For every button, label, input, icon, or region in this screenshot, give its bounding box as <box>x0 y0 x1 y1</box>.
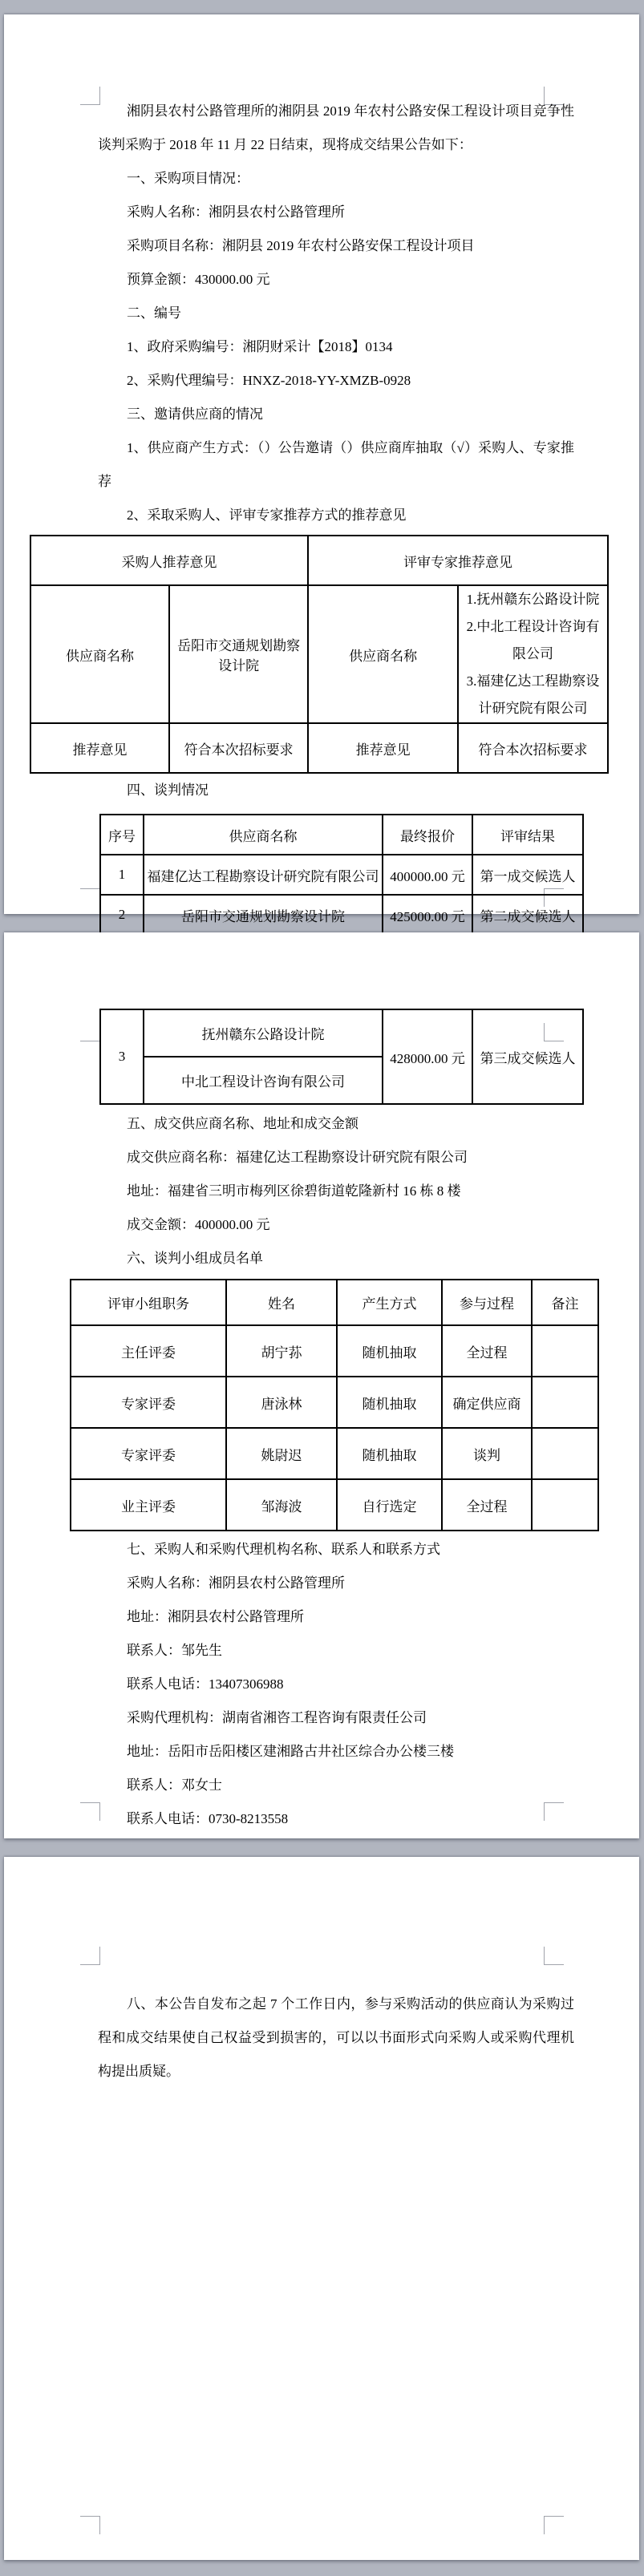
agency-no-line: 2、采购代理编号：HNXZ-2018-YY-XMZB-0928 <box>127 373 411 388</box>
table-header-row <box>100 815 583 855</box>
name-cell: 唐泳林 <box>226 1377 337 1428</box>
supplier-cell: 抚州赣东公路设计院 <box>144 1009 383 1057</box>
role-cell: 业主评委 <box>71 1479 226 1531</box>
price-cell: 428000.00 元 <box>383 1009 472 1104</box>
col-header-process: 参与过程 <box>442 1280 532 1325</box>
method-cell: 随机抽取 <box>337 1325 442 1377</box>
buyer-phone-line: 联系人电话：13407306988 <box>127 1676 284 1692</box>
page-2-content <box>4 932 639 1838</box>
note-cell <box>532 1325 598 1377</box>
col-header-note: 备注 <box>532 1280 598 1325</box>
page-3-content <box>4 1857 639 2560</box>
supplier-cell: 岳阳市交通规划勘察设计院 <box>144 895 383 935</box>
document-page-2 <box>4 932 639 1838</box>
process-cell: 确定供应商 <box>442 1377 532 1428</box>
method-cell: 随机抽取 <box>337 1377 442 1428</box>
role-cell: 专家评委 <box>71 1428 226 1479</box>
section-2-title: 二、编号 <box>127 305 181 321</box>
winner-name-line: 成交供应商名称：福建亿达工程勘察设计研究院有限公司 <box>127 1150 468 1165</box>
col-header-supplier: 供应商名称 <box>144 815 383 855</box>
section-6-title: 六、谈判小组成员名单 <box>127 1251 263 1266</box>
col-header-result: 评审结果 <box>472 815 583 855</box>
table-row <box>71 1325 598 1377</box>
name-cell: 胡宁荪 <box>226 1325 337 1377</box>
supplier-cell: 福建亿达工程勘察设计研究院有限公司 <box>144 855 383 895</box>
negotiation-panel-table <box>70 1279 599 1531</box>
col-header-seq: 序号 <box>100 815 144 855</box>
buyer-supplier-cell: 岳阳市交通规划勘察设计院 <box>169 585 308 723</box>
expert-supplier-item: 3.福建亿达工程勘察设计研究院有限公司 <box>466 673 600 716</box>
price-cell: 400000.00 元 <box>383 855 472 895</box>
table-header-row <box>71 1280 598 1325</box>
section-8-paragraph: 八、本公告自发布之起 7 个工作日内，参与采购活动的供应商认为采购过程和成交结果使自己权益受到损害的，可以以书面形式向采购人或采购代理机构提出质疑。 <box>98 1996 574 2079</box>
process-cell: 全过程 <box>442 1325 532 1377</box>
table-row <box>30 536 608 585</box>
buyer-contact-line: 联系人：邹先生 <box>127 1643 222 1658</box>
table-row <box>30 723 608 773</box>
gov-procure-no-line: 1、政府采购编号：湘阴财采计【2018】0134 <box>127 339 393 354</box>
expert-supplier-item: 2.中北工程设计咨询有限公司 <box>466 619 600 661</box>
seq-cell: 2 <box>100 895 144 935</box>
price-cell: 425000.00 元 <box>383 895 472 935</box>
agency-phone-line: 联系人电话：0730-8213558 <box>127 1811 289 1826</box>
section-7-title: 七、采购人和采购代理机构名称、联系人和联系方式 <box>127 1542 440 1557</box>
col-header-price: 最终报价 <box>383 815 472 855</box>
page-1-content <box>4 14 639 924</box>
table-row <box>71 1479 598 1531</box>
col-header-role: 评审小组职务 <box>71 1280 226 1325</box>
negotiation-table <box>99 814 584 936</box>
supplier-label-cell: 供应商名称 <box>30 585 169 723</box>
document-page-1 <box>4 14 639 924</box>
supplier-cell: 中北工程设计咨询有限公司 <box>144 1057 383 1104</box>
result-cell: 第三成交候选人 <box>472 1009 583 1104</box>
agency-address-line: 地址：岳阳市岳阳楼区建湘路古井社区综合办公楼三楼 <box>127 1744 454 1759</box>
note-cell <box>532 1428 598 1479</box>
table-row <box>100 1009 583 1057</box>
note-cell <box>532 1377 598 1428</box>
agency-name-line: 采购代理机构：湖南省湘咨工程咨询有限责任公司 <box>127 1710 427 1725</box>
opinion-label-cell: 推荐意见 <box>308 723 458 773</box>
supplier-source-line: 1、供应商产生方式：（）公告邀请（）供应商库抽取（√）采购人、专家推荐 <box>98 440 574 489</box>
buyer-name-line: 采购人名称：湘阴县农村公路管理所 <box>127 1575 345 1591</box>
project-name-line: 采购项目名称：湘阴县 2019 年农村公路安保工程设计项目 <box>127 238 475 253</box>
buyer-recommend-header: 采购人推荐意见 <box>30 536 308 585</box>
result-cell: 第二成交候选人 <box>472 895 583 935</box>
process-cell: 全过程 <box>442 1479 532 1531</box>
agency-contact-line: 联系人：邓女士 <box>127 1777 222 1793</box>
expert-opinion-cell: 符合本次招标要求 <box>458 723 608 773</box>
deal-amount-line: 成交金额：400000.00 元 <box>127 1217 270 1232</box>
table-row <box>71 1377 598 1428</box>
result-cell: 第一成交候选人 <box>472 855 583 895</box>
name-cell: 邹海波 <box>226 1479 337 1531</box>
method-cell: 随机抽取 <box>337 1428 442 1479</box>
process-cell: 谈判 <box>442 1428 532 1479</box>
buyer-address-line: 地址：湘阴县农村公路管理所 <box>127 1609 304 1624</box>
buyer-opinion-cell: 符合本次招标要求 <box>169 723 308 773</box>
intro-paragraph: 湘阴县农村公路管理所的湘阴县 2019 年农村公路安保工程设计项目竞争性谈判采购于 2018 年 11 月 22 日结束，现将成交结果公告如下： <box>98 103 574 152</box>
expert-supplier-item: 1.抚州赣东公路设计院 <box>466 592 600 607</box>
col-header-name: 姓名 <box>226 1280 337 1325</box>
section-4-title: 四、谈判情况 <box>127 783 209 798</box>
section-3-title: 三、邀请供应商的情况 <box>127 406 263 422</box>
table-row <box>71 1428 598 1479</box>
seq-cell: 1 <box>100 855 144 895</box>
expert-supplier-list-cell <box>458 585 608 723</box>
seq-cell: 3 <box>100 1009 144 1104</box>
role-cell: 主任评委 <box>71 1325 226 1377</box>
document-page-3 <box>4 1857 639 2560</box>
method-cell: 自行选定 <box>337 1479 442 1531</box>
winner-address-line: 地址：福建省三明市梅列区徐碧街道乾隆新村 16 栋 8 楼 <box>127 1183 461 1199</box>
recommend-mode-line: 2、采取采购人、评审专家推荐方式的推荐意见 <box>127 508 407 523</box>
name-cell: 姚尉迟 <box>226 1428 337 1479</box>
expert-recommend-header: 评审专家推荐意见 <box>308 536 608 585</box>
section-1-title: 一、采购项目情况： <box>127 171 249 186</box>
recommendation-table <box>30 535 609 774</box>
table-row <box>30 585 608 723</box>
col-header-method: 产生方式 <box>337 1280 442 1325</box>
note-cell <box>532 1479 598 1531</box>
opinion-label-cell: 推荐意见 <box>30 723 169 773</box>
buyer-name-line: 采购人名称：湘阴县农村公路管理所 <box>127 204 345 220</box>
table-row <box>100 855 583 895</box>
supplier-label-cell: 供应商名称 <box>308 585 458 723</box>
negotiation-table-continued <box>99 1009 584 1105</box>
section-5-title: 五、成交供应商名称、地址和成交金额 <box>127 1116 358 1131</box>
role-cell: 专家评委 <box>71 1377 226 1428</box>
budget-line: 预算金额：430000.00 元 <box>127 272 270 287</box>
table-row <box>100 895 583 935</box>
